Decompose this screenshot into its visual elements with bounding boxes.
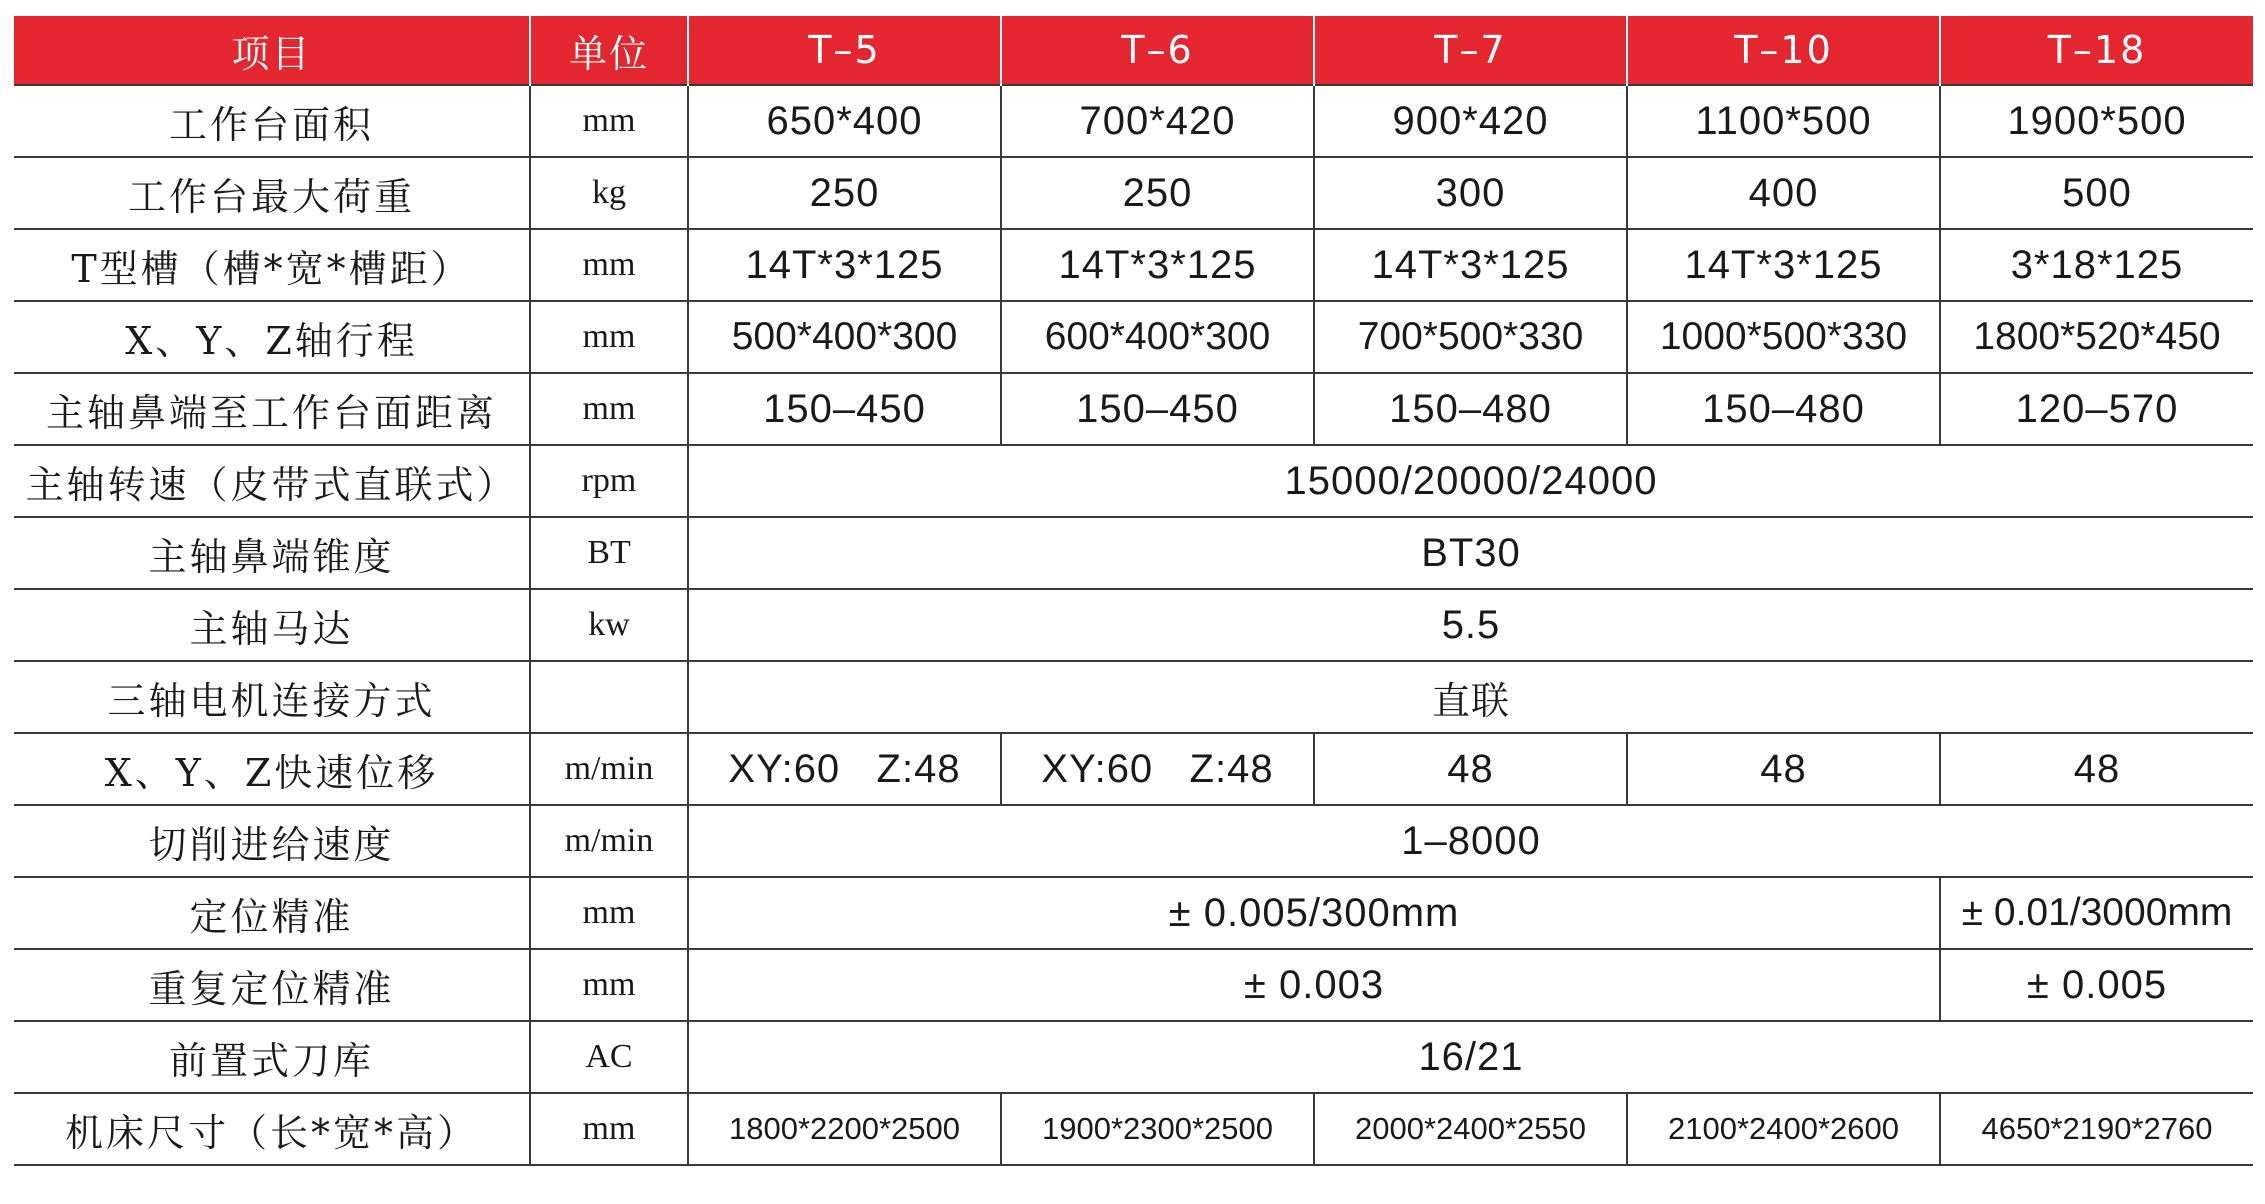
cell-value: 14T*3*125 — [1001, 229, 1314, 301]
cell-value: 14T*3*125 — [688, 229, 1001, 301]
cell-value-merged: ± 0.003 — [688, 949, 1940, 1021]
header-item: 项目 — [14, 16, 530, 85]
cell-value-merged: 5.5 — [688, 589, 2253, 661]
cell-value: 300 — [1314, 157, 1627, 229]
cell-value: 48 — [1314, 733, 1627, 805]
cell-value: 1900*2300*2500 — [1001, 1093, 1314, 1165]
row-unit: mm — [530, 373, 688, 445]
row-unit: kw — [530, 589, 688, 661]
cell-value: 400 — [1627, 157, 1940, 229]
table-row — [14, 1093, 2253, 1165]
cell-value-merged: 1–8000 — [688, 805, 2253, 877]
table-row — [14, 589, 2253, 661]
cell-value: 1800*520*450 — [1940, 301, 2253, 373]
cell-value: 150–480 — [1314, 373, 1627, 445]
cell-value: ± 0.005 — [1940, 949, 2253, 1021]
cell-value: XY:60 Z:48 — [1001, 733, 1314, 805]
cell-value: 1900*500 — [1940, 85, 2253, 157]
row-item-label: 工作台最大荷重 — [14, 157, 530, 229]
table-row — [14, 949, 2253, 1021]
row-unit: mm — [530, 301, 688, 373]
cell-value: 48 — [1627, 733, 1940, 805]
table-row — [14, 85, 2253, 157]
header-model-t7: T–7 — [1314, 16, 1627, 85]
cell-value: XY:60 Z:48 — [688, 733, 1001, 805]
cell-value: 14T*3*125 — [1627, 229, 1940, 301]
table-header-row — [14, 16, 2253, 85]
row-unit: mm — [530, 85, 688, 157]
row-item-label: 主轴鼻端至工作台面距离 — [14, 373, 530, 445]
header-model-t5: T–5 — [688, 16, 1001, 85]
cell-value: 4650*2190*2760 — [1940, 1093, 2253, 1165]
row-unit: mm — [530, 1093, 688, 1165]
cell-value: 1100*500 — [1627, 85, 1940, 157]
table-row — [14, 877, 2253, 949]
table-row — [14, 229, 2253, 301]
cell-value: 600*400*300 — [1001, 301, 1314, 373]
row-item-label: 工作台面积 — [14, 85, 530, 157]
cell-value: 48 — [1940, 733, 2253, 805]
cell-value: 120–570 — [1940, 373, 2253, 445]
cell-value: 250 — [688, 157, 1001, 229]
row-item-label: X、Y、Z快速位移 — [14, 733, 530, 805]
table-row — [14, 733, 2253, 805]
table-row — [14, 373, 2253, 445]
cell-value-merged: BT30 — [688, 517, 2253, 589]
cell-value-merged: 16/21 — [688, 1021, 2253, 1093]
row-unit: mm — [530, 949, 688, 1021]
cell-value: 1800*2200*2500 — [688, 1093, 1001, 1165]
table-row — [14, 517, 2253, 589]
cell-value-merged: ± 0.005/300mm — [688, 877, 1940, 949]
row-item-label: 三轴电机连接方式 — [14, 661, 530, 733]
row-unit: rpm — [530, 445, 688, 517]
table-row — [14, 445, 2253, 517]
table-row — [14, 805, 2253, 877]
row-item-label: 切削进给速度 — [14, 805, 530, 877]
header-model-t6: T–6 — [1001, 16, 1314, 85]
row-item-label: 重复定位精准 — [14, 949, 530, 1021]
table-row — [14, 661, 2253, 733]
cell-value: 500*400*300 — [688, 301, 1001, 373]
row-unit: m/min — [530, 805, 688, 877]
header-model-t18: T–18 — [1940, 16, 2253, 85]
row-unit: m/min — [530, 733, 688, 805]
row-item-label: 主轴马达 — [14, 589, 530, 661]
row-unit: mm — [530, 877, 688, 949]
row-item-label: 主轴鼻端锥度 — [14, 517, 530, 589]
row-item-label: X、Y、Z轴行程 — [14, 301, 530, 373]
row-unit: AC — [530, 1021, 688, 1093]
cell-value: 150–450 — [688, 373, 1001, 445]
row-item-label: 机床尺寸（长*宽*高） — [14, 1093, 530, 1165]
cell-value: 1000*500*330 — [1627, 301, 1940, 373]
row-item-label: T型槽（槽*宽*槽距） — [14, 229, 530, 301]
header-unit: 单位 — [530, 16, 688, 85]
cell-value: 250 — [1001, 157, 1314, 229]
cell-value: 2000*2400*2550 — [1314, 1093, 1627, 1165]
row-item-label: 主轴转速（皮带式直联式） — [14, 445, 530, 517]
cell-value: 150–450 — [1001, 373, 1314, 445]
row-unit: mm — [530, 229, 688, 301]
cell-value: ± 0.01/3000mm — [1940, 877, 2253, 949]
cell-value: 700*420 — [1001, 85, 1314, 157]
row-unit: BT — [530, 517, 688, 589]
table-row — [14, 301, 2253, 373]
cell-value: 2100*2400*2600 — [1627, 1093, 1940, 1165]
cell-value: 900*420 — [1314, 85, 1627, 157]
table-row — [14, 1021, 2253, 1093]
cell-value: 3*18*125 — [1940, 229, 2253, 301]
cell-value: 700*500*330 — [1314, 301, 1627, 373]
cell-value-merged: 15000/20000/24000 — [688, 445, 2253, 517]
spec-table — [14, 16, 2253, 1166]
cell-value: 150–480 — [1627, 373, 1940, 445]
cell-value: 650*400 — [688, 85, 1001, 157]
row-item-label: 定位精准 — [14, 877, 530, 949]
cell-value: 14T*3*125 — [1314, 229, 1627, 301]
row-unit: kg — [530, 157, 688, 229]
row-item-label: 前置式刀库 — [14, 1021, 530, 1093]
cell-value-merged: 直联 — [688, 661, 2253, 733]
cell-value: 500 — [1940, 157, 2253, 229]
table-row — [14, 157, 2253, 229]
header-model-t10: T–10 — [1627, 16, 1940, 85]
row-unit — [530, 661, 688, 733]
